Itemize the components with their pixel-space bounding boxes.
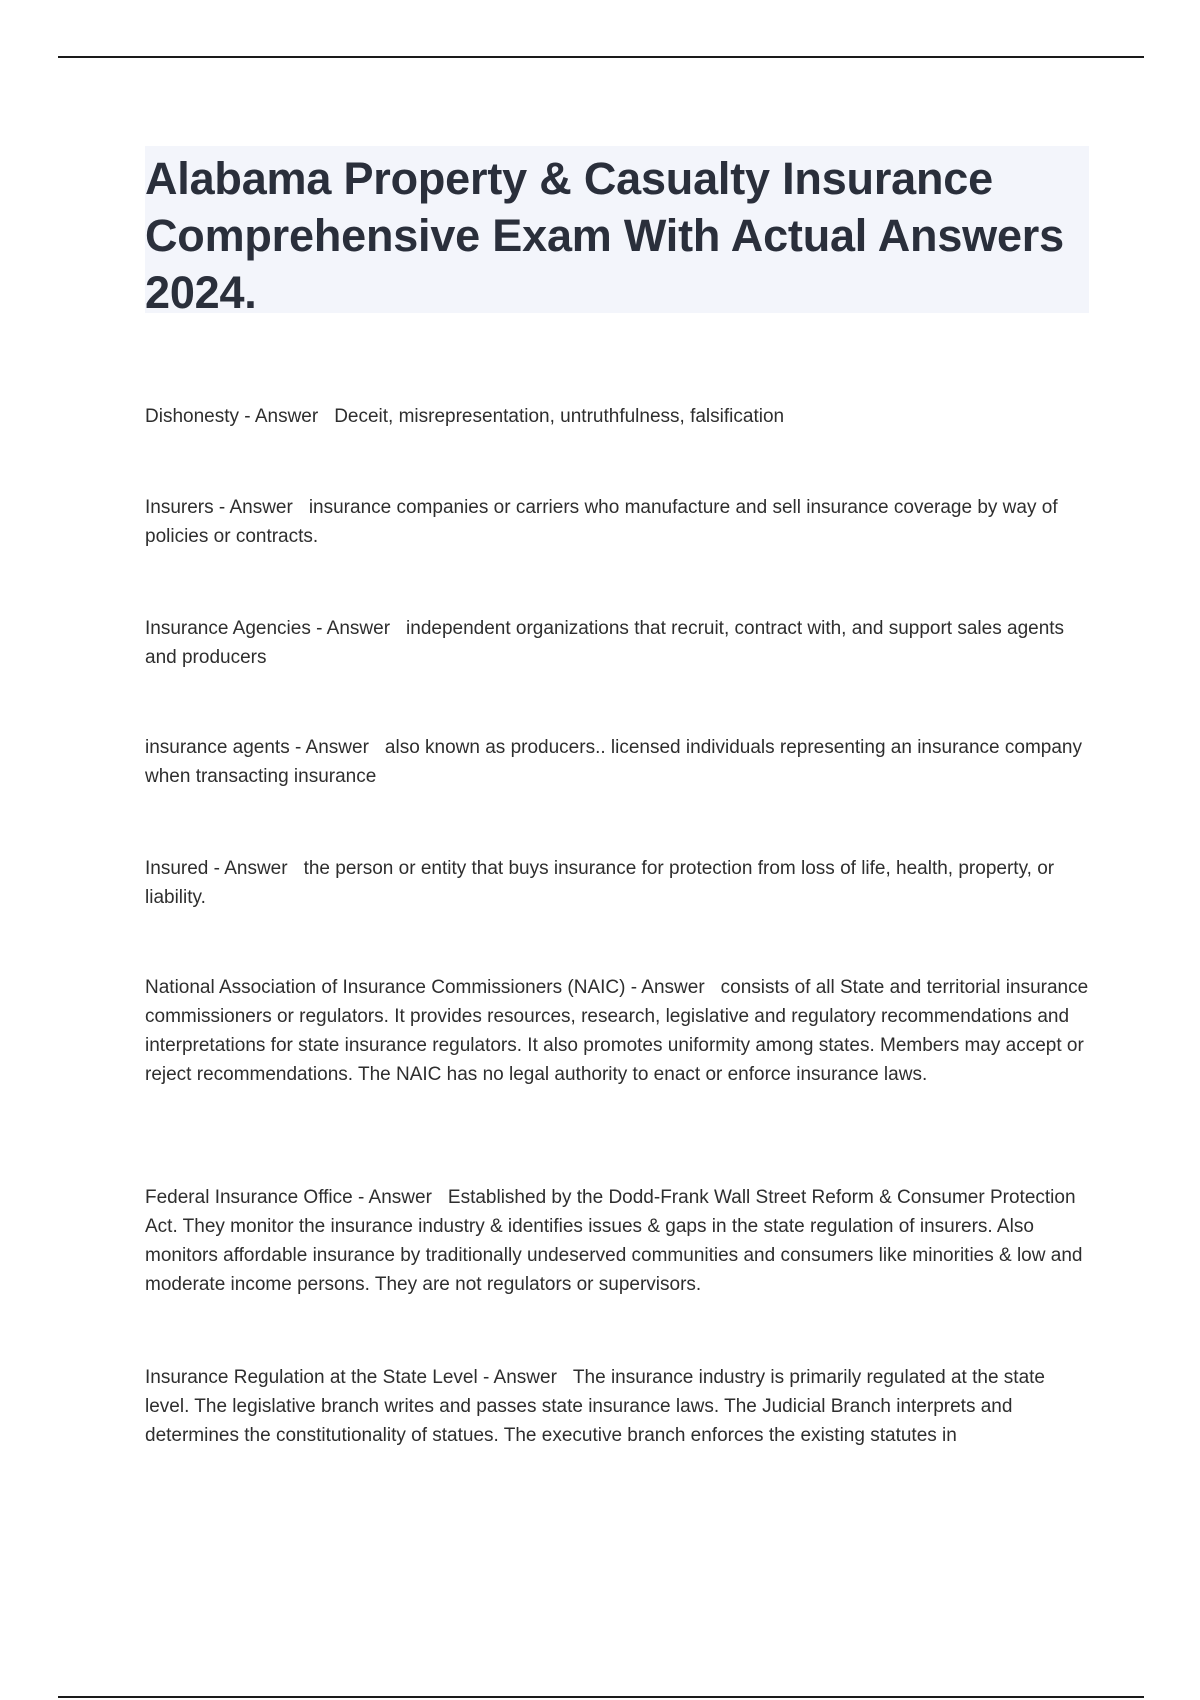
qa-answer: The insurance industry is primarily regulated at the state level. The legislative branch writes and passes state insurance laws. The Judicial Branch interprets and determines the constitutionality of statues. The executive branch enforces the existing statutes in bbox=[145, 1367, 1045, 1446]
qa-answer: independent organizations that recruit, contract with, and support sales agents and producers bbox=[145, 618, 1065, 668]
qa-entry bbox=[145, 1183, 1090, 1299]
qa-entry bbox=[145, 733, 1090, 791]
title-banner bbox=[145, 146, 1089, 318]
qa-entry bbox=[145, 1363, 1090, 1450]
qa-answer: insurance companies or carriers who manufacture and sell insurance coverage by way of policies or contracts. bbox=[145, 497, 1058, 547]
qa-term: Insurers - Answer bbox=[145, 497, 293, 518]
qa-term: Insurance Regulation at the State Level - Answer bbox=[145, 1367, 557, 1388]
qa-entry bbox=[145, 973, 1090, 1089]
qa-term: Insured - Answer bbox=[145, 858, 288, 879]
qa-term: Insurance Agencies - Answer bbox=[145, 618, 391, 639]
qa-term: Federal Insurance Office - Answer bbox=[145, 1187, 432, 1208]
qa-entry bbox=[145, 493, 1090, 551]
document-title: Alabama Property & Casualty Insurance Comprehensive Exam With Actual Answers 2024. bbox=[145, 153, 1064, 318]
qa-answer: Established by the Dodd-Frank Wall Street Reform & Consumer Protection Act. They monitor the insurance industry & identifies issues & gaps in the state regulation of insurers. Also monitors affordable insurance by traditionally undeserved communities and consumers like minorities & low and moderate income persons. They are not regulators or supervisors. bbox=[145, 1187, 1083, 1295]
qa-entry bbox=[145, 614, 1090, 672]
qa-answer: also known as producers.. licensed individuals representing an insurance company when transacting insurance bbox=[145, 737, 1082, 787]
qa-entry bbox=[145, 402, 1090, 431]
bottom-divider bbox=[58, 1696, 1144, 1698]
qa-term: Dishonesty - Answer bbox=[145, 406, 319, 427]
qa-answer: the person or entity that buys insurance for protection from loss of life, health, property, or liability. bbox=[145, 858, 1055, 908]
qa-answer: Deceit, misrepresentation, untruthfulness, falsification bbox=[334, 406, 785, 427]
qa-term: National Association of Insurance Commissioners (NAIC) - Answer bbox=[145, 977, 705, 998]
qa-term: insurance agents - Answer bbox=[145, 737, 369, 758]
qa-answer: consists of all State and territorial insurance commissioners or regulators. It provides resources, research, legislative and regulatory recommendations and interpretations for state insurance regulators. It also promotes uniformity among states. Members may accept or reject recommendations. The NAIC has no legal authority to enact or enforce insurance laws. bbox=[145, 977, 1089, 1085]
top-divider bbox=[58, 56, 1144, 58]
qa-entry bbox=[145, 854, 1090, 912]
